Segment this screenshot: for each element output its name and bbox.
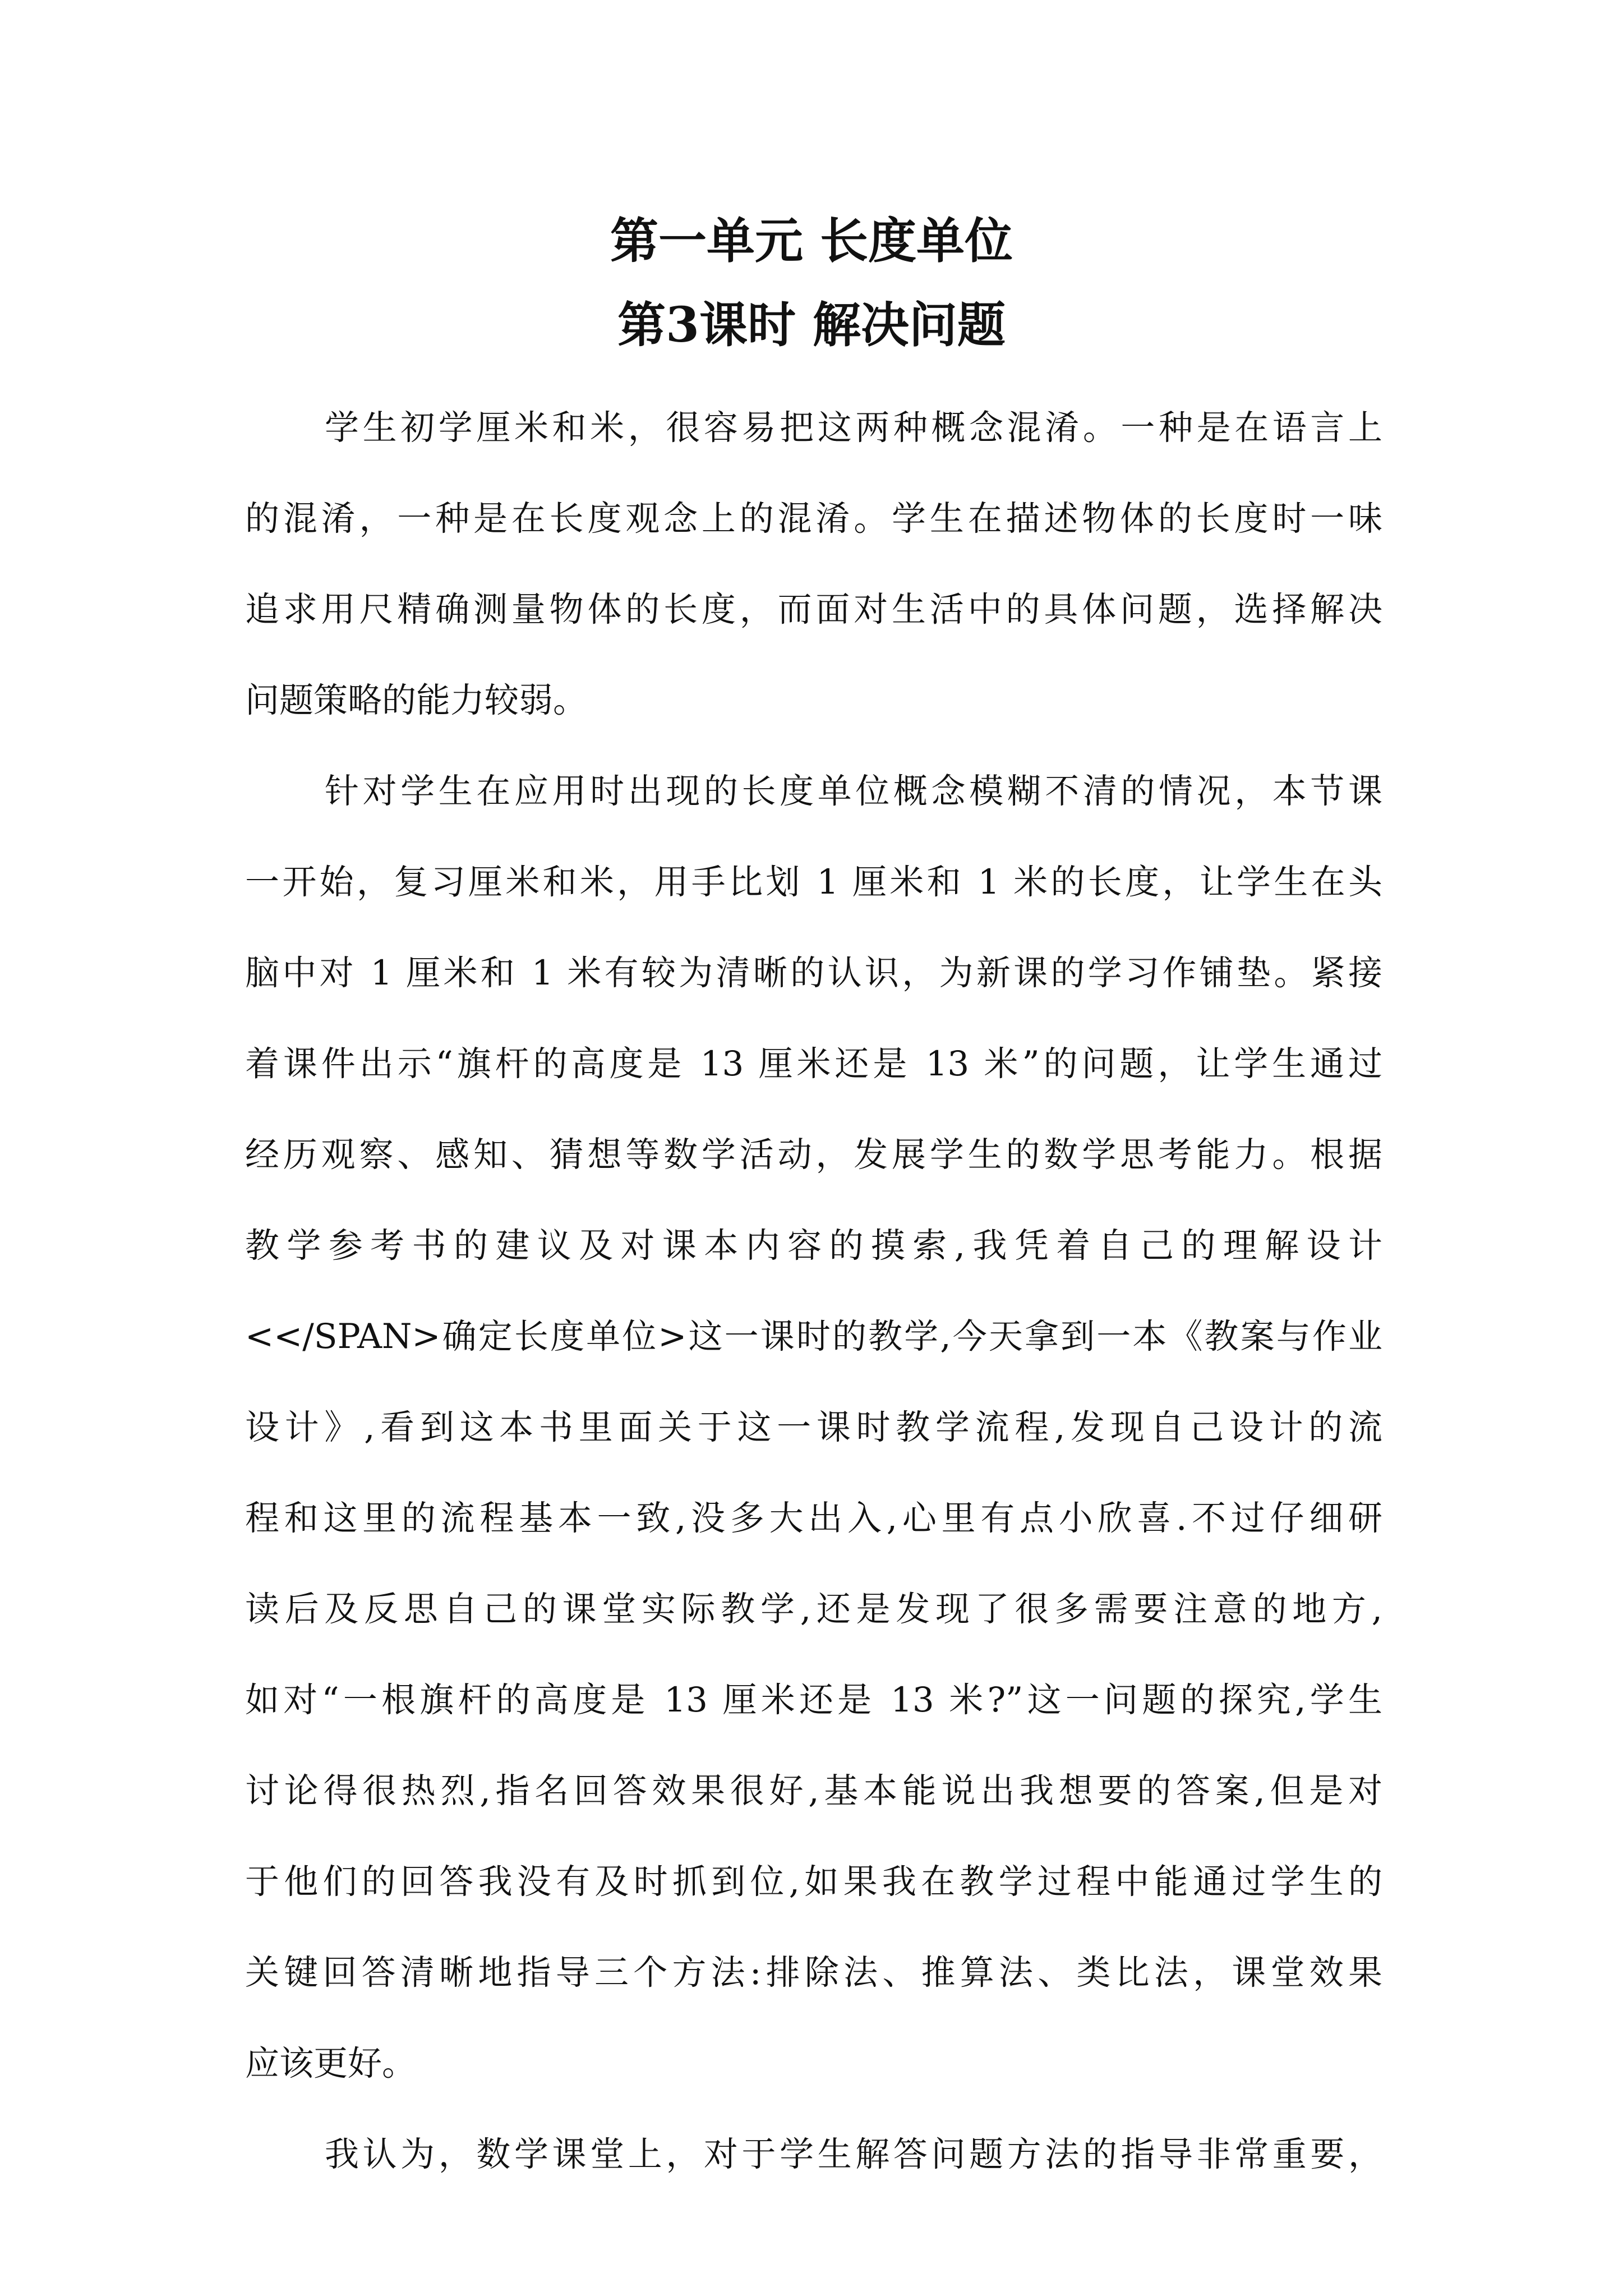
paragraph-line: 的混淆，一种是在长度观念上的混淆。学生在描述物体的长度时一味 [245,499,1382,539]
paragraph-line: 脑中对 1 厘米和 1 米有较为清晰的认识，为新课的学习作铺垫。紧接 [245,953,1382,993]
paragraph-line: 读后及反思自己的课堂实际教学,还是发现了很多需要注意的地方, [245,1589,1382,1629]
lesson-title: 第3课时 解决问题 [617,297,1006,353]
paragraph-line: <</SPAN>确定长度单位>这一课时的教学,今天拿到一本《教案与作业 [245,1317,1382,1356]
paragraph-line: 设计》,看到这本书里面关于这一课时教学流程,发现自己设计的流 [245,1407,1382,1447]
unit-title: 第一单元 长度单位 [610,213,1013,269]
paragraph-line: 我认为，数学课堂上，对于学生解答问题方法的指导非常重要， [325,2134,1382,2174]
paragraph-line: 经历观察、感知、猜想等数学活动，发展学生的数学思考能力。根据 [245,1135,1382,1175]
paragraph-line: 讨论得很热烈,指名回答效果很好,基本能说出我想要的答案,但是对 [245,1771,1382,1811]
paragraph-line: 针对学生在应用时出现的长度单位概念模糊不清的情况，本节课 [325,771,1382,811]
paragraph-line: 应该更好。 [245,2044,417,2083]
body-text [245,383,1382,2200]
paragraph-line: 学生初学厘米和米，很容易把这两种概念混淆。一种是在语言上 [325,408,1382,448]
paragraph-line: 问题策略的能力较弱。 [245,680,588,720]
paragraph-line: 于他们的回答我没有及时抓到位,如果我在教学过程中能通过学生的 [245,1862,1382,1902]
paragraph-line: 程和这里的流程基本一致,没多大出入,心里有点小欣喜.不过仔细研 [245,1498,1382,1538]
paragraph-line: 关键回答清晰地指导三个方法:排除法、推算法、类比法，课堂效果 [245,1953,1382,1993]
paragraph-line: 教学参考书的建议及对课本内容的摸索,我凭着自己的理解设计 [245,1226,1382,1266]
paragraph-line: 如对“一根旗杆的高度是 13 厘米还是 13 米?”这一问题的探究,学生 [245,1680,1382,1720]
paragraph-line: 着课件出示“旗杆的高度是 13 厘米还是 13 米”的问题，让学生通过 [245,1044,1382,1084]
paragraph-line: 追求用尺精确测量物体的长度，而面对生活中的具体问题，选择解决 [245,590,1382,629]
paragraph-line: 一开始，复习厘米和米，用手比划 1 厘米和 1 米的长度，让学生在头 [245,862,1382,902]
